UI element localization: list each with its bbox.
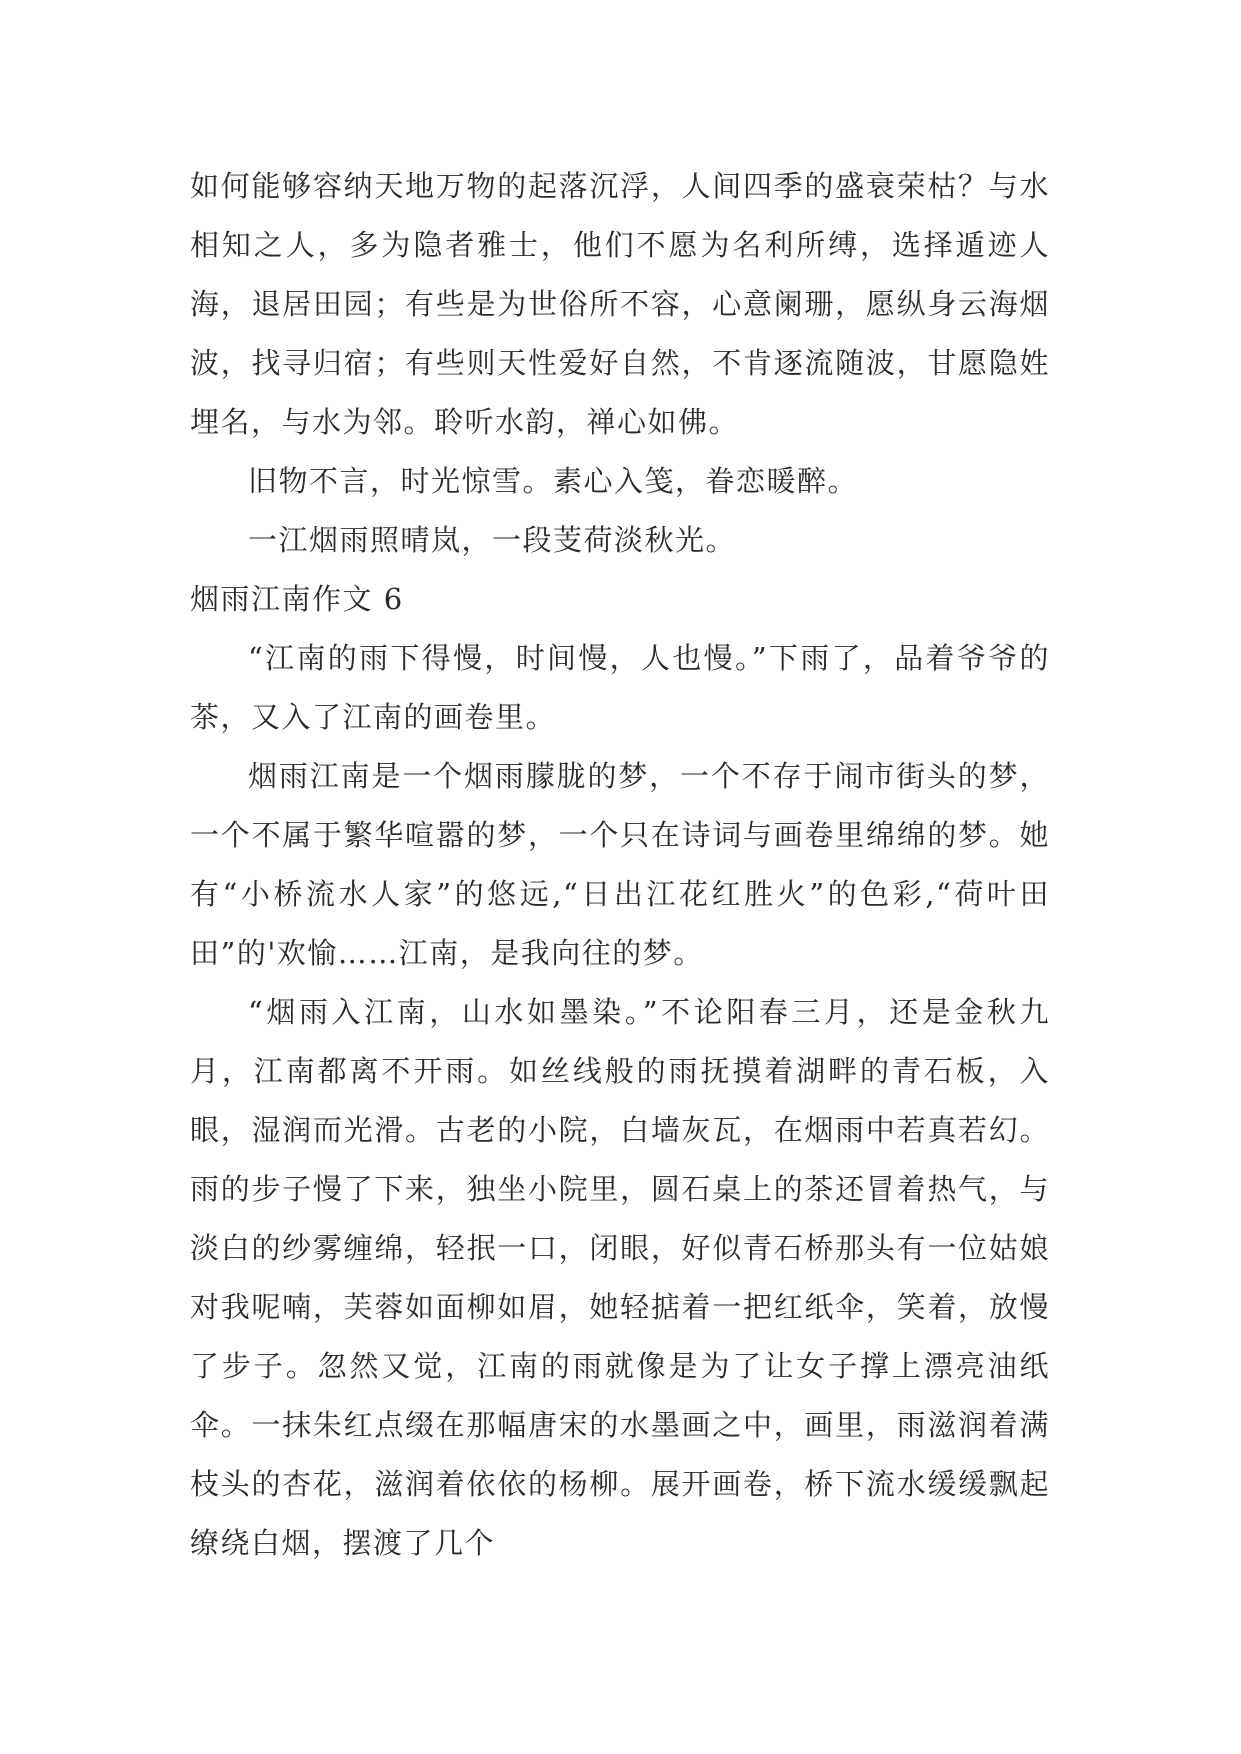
paragraph: 烟雨江南是一个烟雨朦胧的梦，一个不存于闹市街头的梦，一个不属于繁华喧嚣的梦，一个只在诗词与画卷里绵绵的梦。她有“小桥流水人家”的悠远,“日出江花红胜火”的色彩,“荷叶田田”的'欢愉……江南，是我向往的梦。: [190, 759, 1050, 970]
paragraph: 一江烟雨照晴岚，一段芰荷淡秋光。: [248, 523, 737, 557]
paragraph: “烟雨入江南，山水如墨染。”不论阳春三月，还是金秋九月，江南都离不开雨。如丝线般的雨抚摸着湖畔的青石板，入眼，湿润而光滑。古老的小院，白墙灰瓦，在烟雨中若真若幻。雨的步子慢了下来，独坐小院里，圆石桌上的茶还冒着热气，与淡白的纱雾缠绵，轻抿一口，闭眼，好似青石桥那头有一位姑娘对我呢喃，芙蓉如面柳如眉，她轻掂着一把红纸伞，笑着，放慢了步子。忽然又觉，江南的雨就像是为了让女子撑上漂亮油纸伞。一抹朱红点缀在那幅唐宋的水墨画之中，画里，雨滋润着满枝头的杏花，滋润着依依的杨柳。展开画卷，桥下流水缓缓飘起缭绕白烟，摆渡了几个: [190, 995, 1050, 1560]
section-heading: 烟雨江南作文 6: [190, 582, 404, 616]
paragraph: 旧物不言，时光惊雪。素心入笺，眷恋暖醉。: [248, 464, 859, 498]
paragraph-continued: 如何能够容纳天地万物的起落沉浮，人间四季的盛衰荣枯？与水相知之人，多为隐者雅士，他们不愿为名利所缚，选择遁迹人海，退居田园；有些是为世俗所不容，心意阑珊，愿纵身云海烟波，找寻归宿；有些则天性爱好自然，不肯逐流随波，甘愿隐姓埋名，与水为邻。聆听水韵，禅心如佛。: [190, 169, 1050, 439]
paragraph: “江南的雨下得慢，时间慢，人也慢。”下雨了，品着爷爷的茶，又入了江南的画卷里。: [190, 641, 1050, 734]
document-page: [190, 157, 1050, 1573]
